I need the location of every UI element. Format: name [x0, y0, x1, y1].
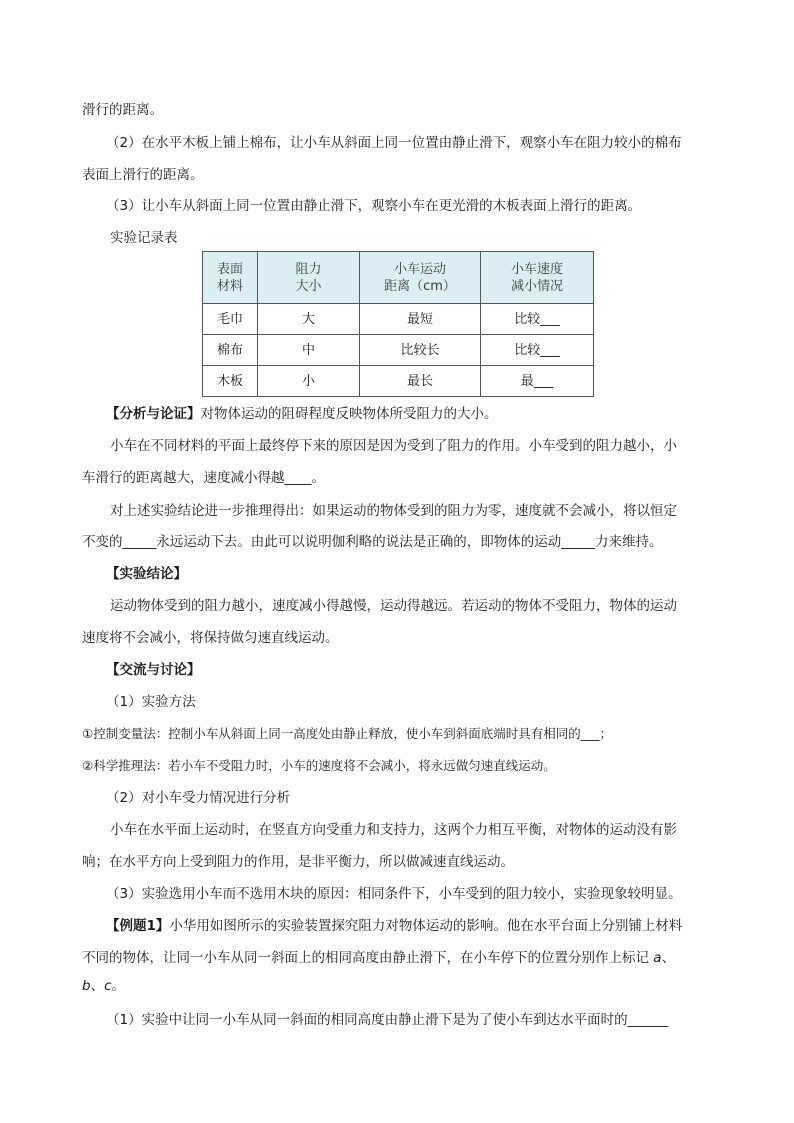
paragraph-line: 小车在不同材料的平面上最终停下来的原因是因为受到了阻力的作用。小车受到的阻力越小，小: [110, 438, 677, 454]
table-cell: 小: [258, 366, 360, 397]
analysis-paragraph: [0, 404, 794, 424]
analysis-text: 对物体运动的阻碍程度反映物体所受阻力的大小。: [200, 406, 498, 422]
paragraph-line: ①控制变量法：控制小车从斜面上同一高度处由静止释放，使小车到斜面底端时具有相同的___；: [82, 726, 612, 741]
table-header-cell: 表面 材料: [203, 252, 258, 304]
table-header-cell: 小车速度 减小情况: [481, 252, 594, 304]
table-caption: 实验记录表: [110, 230, 178, 246]
table-cell: 木板: [203, 366, 258, 397]
example-text: 小华用如图所示的实验装置探究阻力对物体运动的影响。他在水平台面上分别铺上材料: [169, 918, 683, 934]
paragraph-line: （1）实验中让同一小车从同一斜面的相同高度由静止滑下是为了使小车到达水平面时的______: [106, 1012, 669, 1028]
paragraph-line: 运动物体受到的阻力越小，速度减小得越慢，运动得越远。若运动的物体不受阻力，物体的运动: [110, 598, 677, 614]
table-cell: 比较___: [481, 335, 594, 366]
paragraph-line: 不变的_____永远运动下去。由此可以说明伽利略的说法是正确的，即物体的运动_____力来维持。: [82, 534, 663, 550]
table-header-row: [203, 252, 594, 304]
discussion-heading: 【交流与讨论】: [106, 662, 201, 678]
table-cell: 比较长: [360, 335, 481, 366]
table-row: [203, 304, 594, 335]
table-cell: 最长: [360, 366, 481, 397]
paragraph-line: 表面上滑行的距离。: [82, 167, 204, 183]
table-header-cell: 小车运动 距离（cm）: [360, 252, 481, 304]
table-cell: 棉布: [203, 335, 258, 366]
paragraph-line: 车滑行的距离越大，速度减小得越____。: [82, 470, 325, 486]
table-cell: 毛巾: [203, 304, 258, 335]
paragraph-line: （2）在水平木板上铺上棉布，让小车从斜面上同一位置由静止滑下，观察小车在阻力较小的棉布: [106, 135, 682, 151]
table-cell: 最___: [481, 366, 594, 397]
paragraph-line: 速度将不会减小，将保持做匀速直线运动。: [82, 630, 339, 646]
paragraph-line: 滑行的距离。: [82, 102, 163, 118]
table-cell: 最短: [360, 304, 481, 335]
example-paragraph: [0, 916, 794, 936]
paragraph-line: 小车在水平面上运动时，在竖直方向受重力和支持力，这两个力相互平衡，对物体的运动没有影: [110, 822, 677, 838]
conclusion-heading: 【实验结论】: [106, 566, 187, 582]
paragraph-line: ②科学推理法：若小车不受阻力时，小车的速度将不会减小，将永远做匀速直线运动。: [82, 758, 556, 773]
paragraph-line: 不同的物体，让同一小车从同一斜面上的相同高度由静止滑下，在小车停下的位置分别作上标记 a、: [82, 950, 676, 966]
paragraph-line: 对上述实验结论进一步推理得出：如果运动的物体受到的阻力为零，速度就不会减小，将以恒定: [110, 503, 677, 519]
table-cell: 大: [258, 304, 360, 335]
paragraph-line: b、c。: [82, 978, 126, 994]
paragraph-line: （3）实验选用小车而不选用木块的原因：相同条件下，小车受到的阻力较小，实验现象较明显。: [106, 886, 682, 902]
paragraph-line: （1）实验方法: [106, 694, 196, 710]
table-cell: 比较___: [481, 304, 594, 335]
table-cell: 中: [258, 335, 360, 366]
example-label: 【例题1】: [106, 918, 170, 934]
table-row: [203, 335, 594, 366]
analysis-heading: 【分析与论证】: [106, 406, 201, 422]
table-row: [203, 366, 594, 397]
paragraph-line: （2）对小车受力情况进行分析: [106, 790, 291, 806]
paragraph-line: 响；在水平方向上受到阻力的作用，是非平衡力，所以做减速直线运动。: [82, 854, 514, 870]
experiment-record-table: [202, 251, 594, 397]
paragraph-line: （3）让小车从斜面上同一位置由静止滑下，观察小车在更光滑的木板表面上滑行的距离。: [106, 198, 642, 214]
table-header-cell: 阻力 大小: [258, 252, 360, 304]
